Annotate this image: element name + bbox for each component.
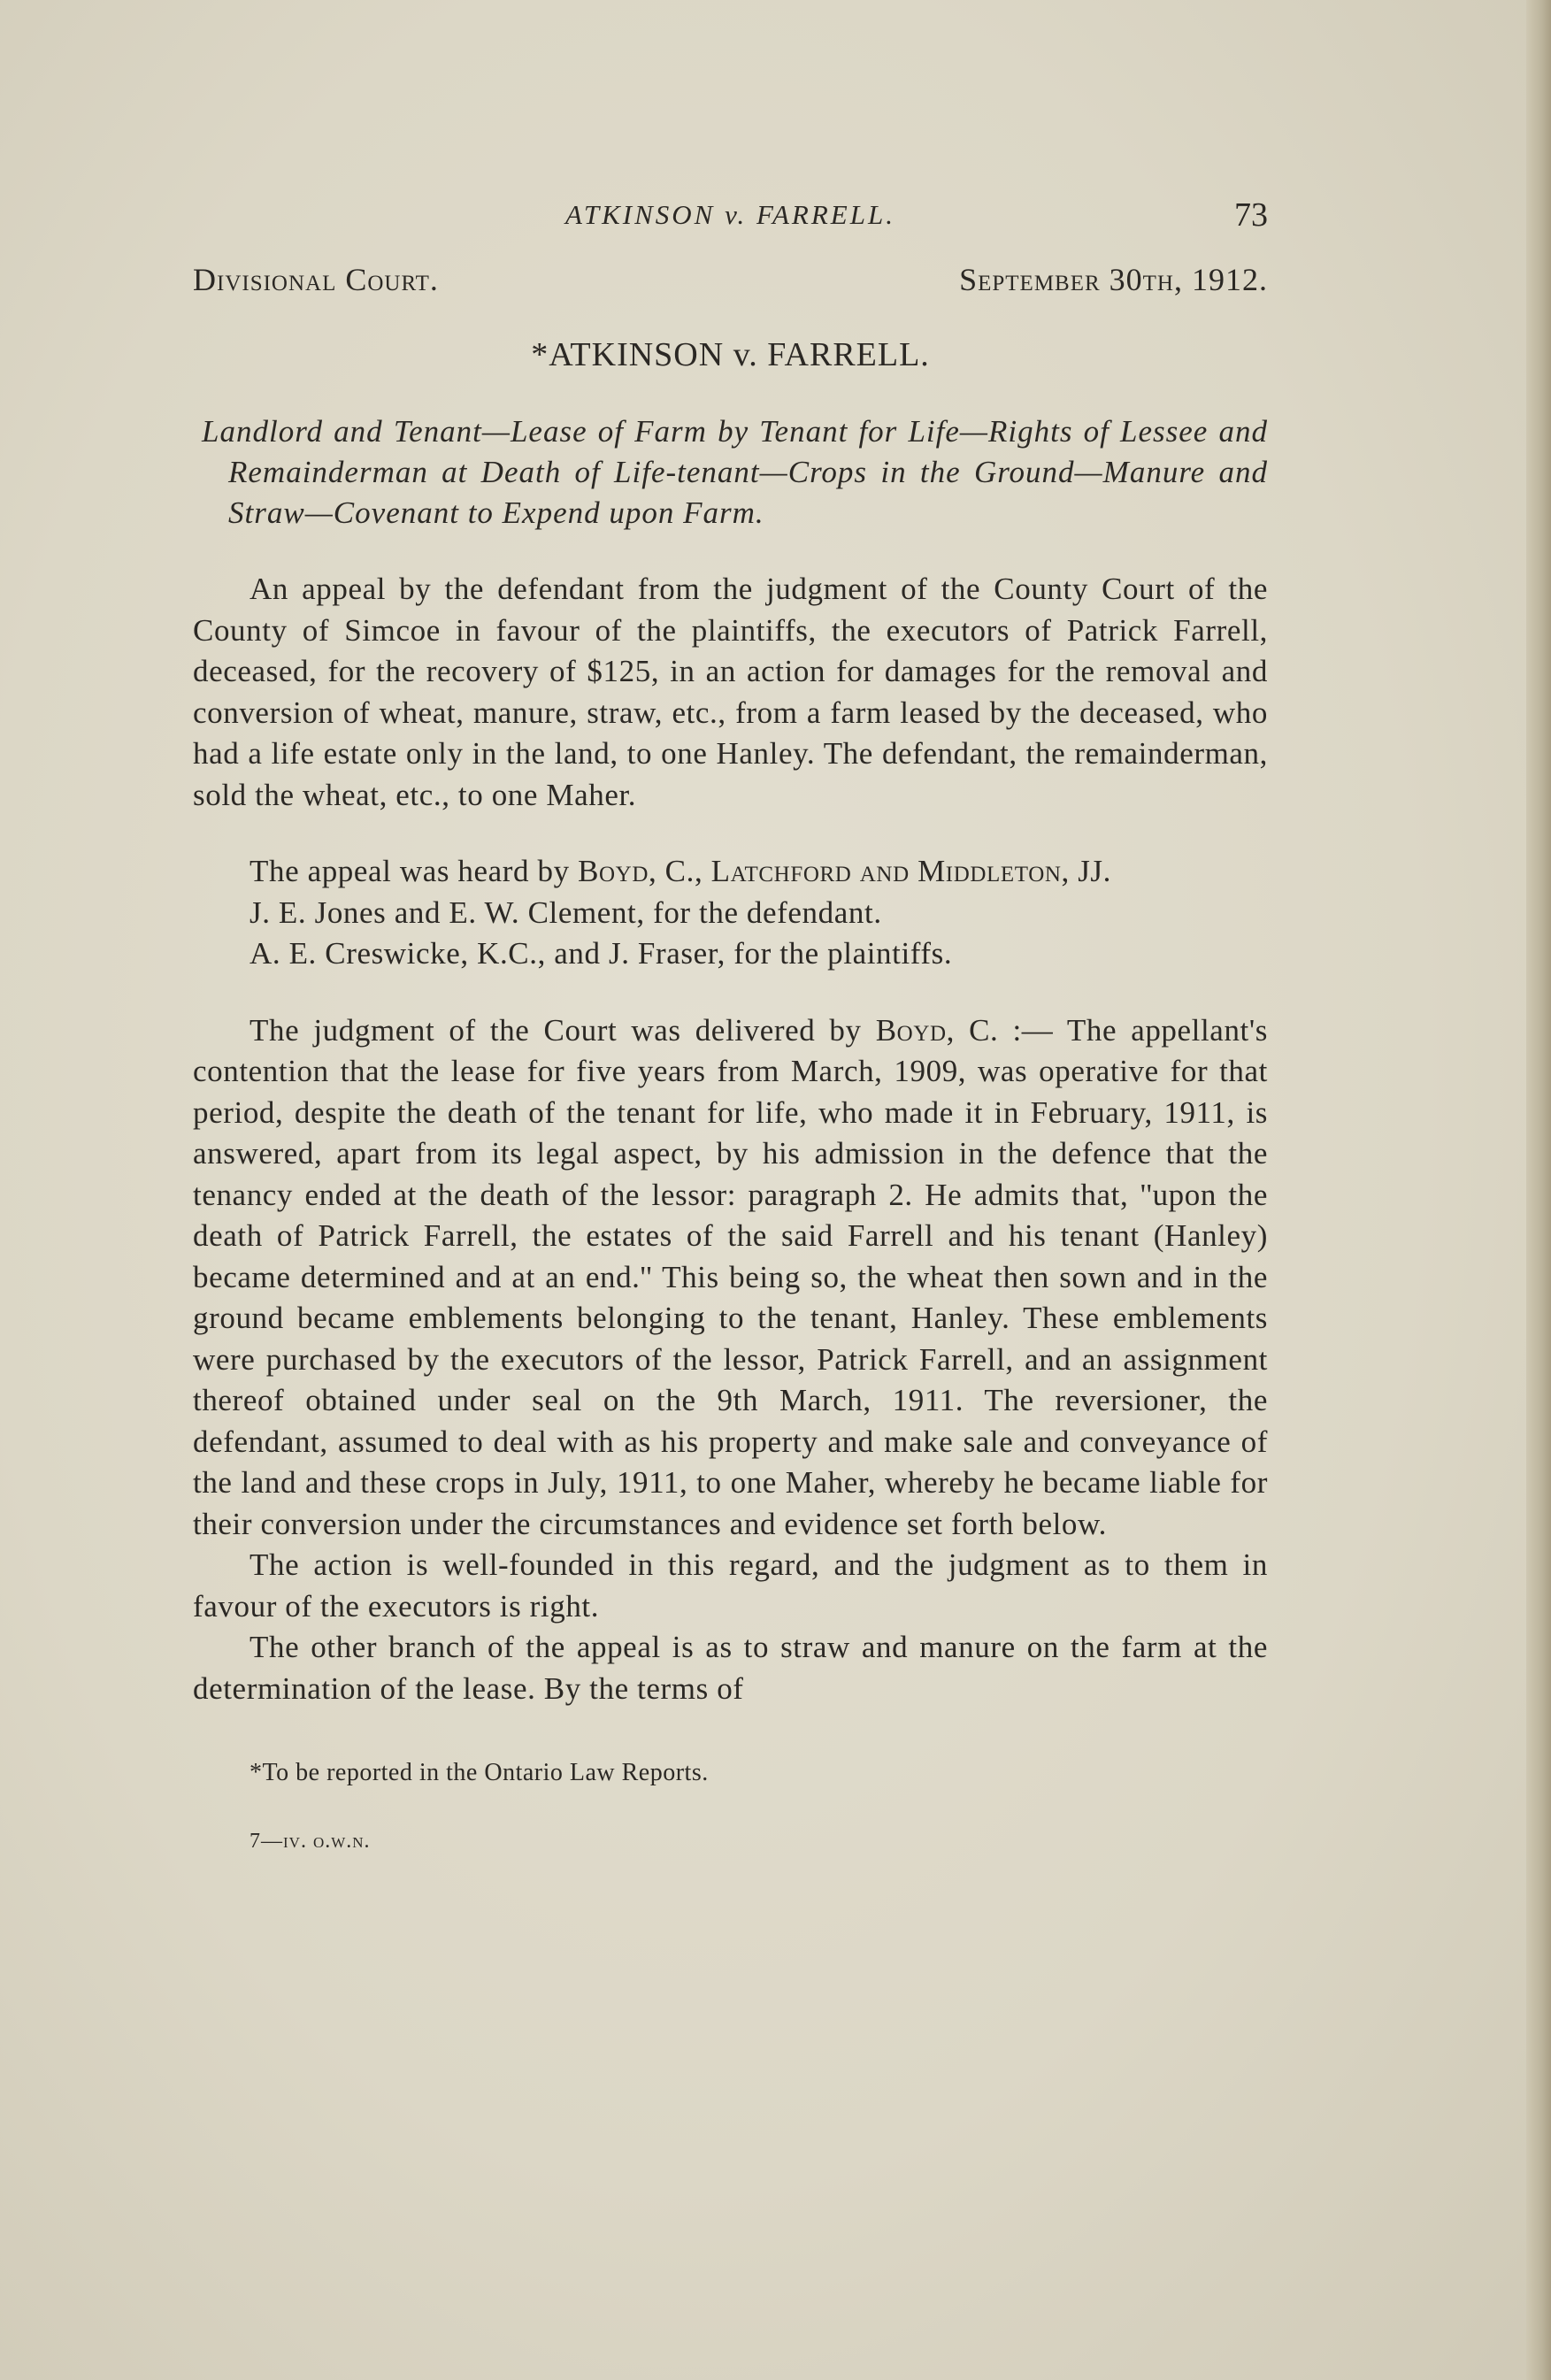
heard-by-paragraph	[193, 851, 1268, 893]
decision-date: September 30th, 1912.	[959, 262, 1268, 297]
judges-names: Boyd, C., Latchford and Middleton, JJ.	[578, 854, 1111, 888]
judgment-section	[193, 1010, 1268, 1710]
judgment-paragraph-3: The other branch of the appeal is as to straw and manure on the farm at the determination of the lease. By the terms of	[193, 1630, 1268, 1706]
page-number: 73	[1234, 196, 1268, 234]
counsel-defendant: J. E. Jones and E. W. Clement, for the defendant.	[250, 894, 882, 930]
page-edge	[1526, 0, 1551, 2380]
heard-prefix: The appeal was heard by	[250, 854, 579, 888]
judgment-judge: Boyd, C.	[875, 1012, 999, 1048]
court-name: Divisional Court.	[193, 262, 439, 297]
judgment-paragraph-2: The action is well-founded in this regard, and the judgment as to them in favour of the executors is right.	[193, 1547, 1268, 1624]
case-title: *ATKINSON v. FARRELL.	[531, 336, 930, 373]
running-head	[193, 190, 1268, 243]
page-content	[193, 190, 1268, 1854]
intro-section	[193, 569, 1268, 816]
court-date-line	[193, 261, 1268, 298]
headnote: Landlord and Tenant—Lease of Farm by Tenant for Life—Rights of Lessee and Remainderman at Death of Life-tenant—Crops in the Ground—Manure and Straw—Covenant to Expend upon Farm.	[202, 414, 1268, 530]
printer-signature: 7—iv. o.w.n.	[250, 1830, 371, 1853]
judgment-body: :— The appellant's contention that the lease for five years from March, 1909, was operative for that period, despite the death of the tenant for life, who made it in February, 1911, is answered, apart from its legal aspect, by his admission in the defence that the tenancy ended at the death of the lessor: paragraph 2. He admits that, ''upon the death of Patrick Farrell, the estates of the said Farrell and his tenant (Hanley) became determined and at an end.'' This being so, the wheat then sown and in the ground became emblements belonging to the tenant, Hanley. These emblements were purchased by the executors of the lessor, Patrick Farrell, and an assignment thereof obtained under seal on the 9th March, 1911. The reversioner, the defendant, assumed to deal with as his property and make sale and conveyance of the land and these crops in July, 1911, to one Maher, whereby he became liable for their conversion under the circumstances and evidence set forth below.	[193, 1012, 1268, 1541]
judgment-prefix: The judgment of the Court was delivered by	[250, 1012, 876, 1048]
running-title: ATKINSON v. FARRELL.	[565, 199, 895, 230]
judgment-paragraph-1	[193, 1010, 1268, 1546]
counsel-plaintiffs: A. E. Creswicke, K.C., and J. Fraser, for the plaintiffs.	[250, 936, 953, 971]
hearing-section	[193, 851, 1268, 975]
footnote: *To be reported in the Ontario Law Reports.	[250, 1759, 709, 1786]
intro-paragraph: An appeal by the defendant from the judgment of the County Court of the County of Simcoe in favour of the plaintiffs, the executors of Patrick Farrell, deceased, for the recovery of $125, in an action for damages for the removal and conversion of wheat, manure, straw, etc., from a farm leased by the deceased, who had a life estate only in the land, to one Hanley. The defendant, the remainderman, sold the wheat, etc., to one Maher.	[193, 572, 1268, 812]
